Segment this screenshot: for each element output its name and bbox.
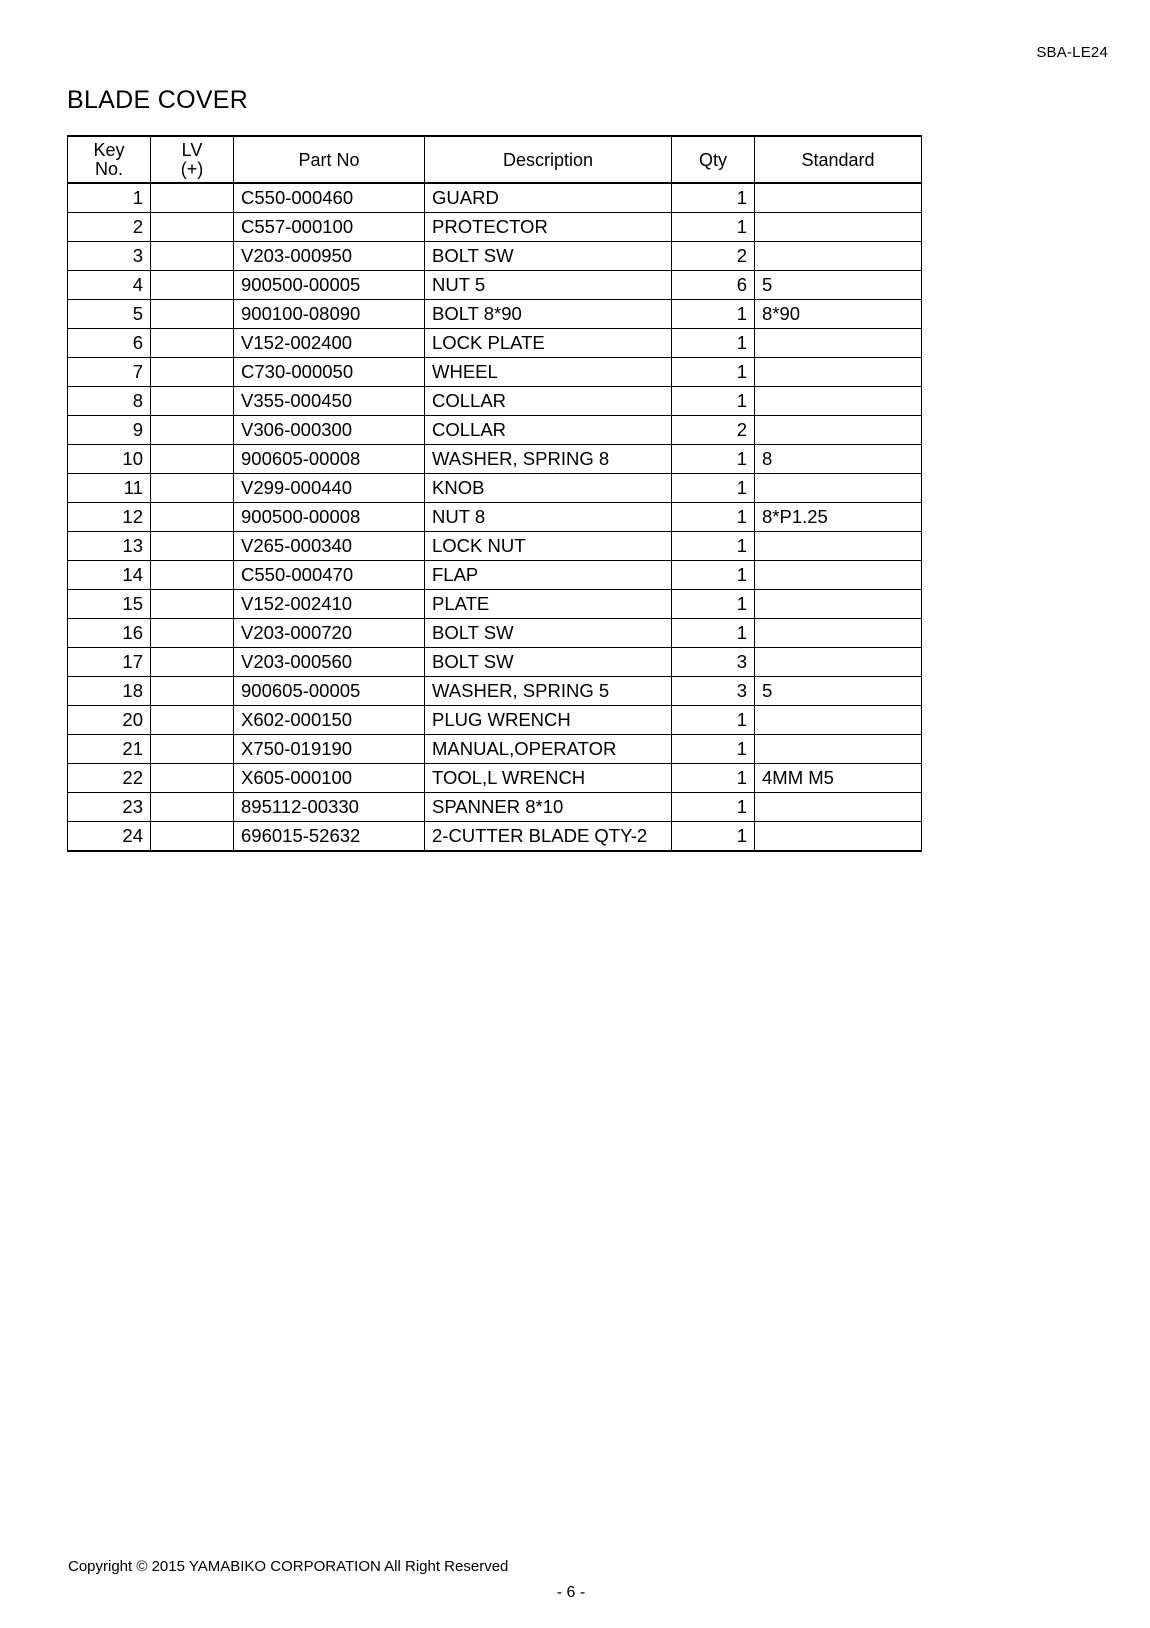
- standard-cell: [755, 648, 922, 677]
- standard-cell: [755, 706, 922, 735]
- description-cell: WASHER, SPRING 5: [425, 677, 672, 706]
- part-no-cell: V299-000440: [234, 474, 425, 503]
- key-no-cell: 8: [68, 387, 151, 416]
- table-row: [68, 503, 922, 532]
- qty-cell: 1: [672, 590, 755, 619]
- key-no-cell: 16: [68, 619, 151, 648]
- lv-cell: [151, 793, 234, 822]
- description-cell: GUARD: [425, 183, 672, 213]
- qty-cell: 1: [672, 706, 755, 735]
- key-no-cell: 3: [68, 242, 151, 271]
- part-no-cell: 900605-00008: [234, 445, 425, 474]
- table-row: [68, 445, 922, 474]
- part-no-cell: V203-000720: [234, 619, 425, 648]
- standard-cell: [755, 822, 922, 852]
- table-row: [68, 416, 922, 445]
- key-no-cell: 15: [68, 590, 151, 619]
- standard-cell: [755, 329, 922, 358]
- column-header-lv-line1: LV: [181, 139, 203, 160]
- description-cell: SPANNER 8*10: [425, 793, 672, 822]
- qty-cell: 1: [672, 561, 755, 590]
- part-no-cell: X750-019190: [234, 735, 425, 764]
- qty-cell: 1: [672, 532, 755, 561]
- column-header-key-line2: No.: [94, 158, 123, 179]
- lv-cell: [151, 764, 234, 793]
- table-row: [68, 300, 922, 329]
- column-header-key-no: [68, 136, 151, 183]
- description-cell: WASHER, SPRING 8: [425, 445, 672, 474]
- lv-cell: [151, 358, 234, 387]
- key-no-cell: 1: [68, 183, 151, 213]
- table-row: [68, 822, 922, 852]
- description-cell: COLLAR: [425, 387, 672, 416]
- description-cell: BOLT SW: [425, 648, 672, 677]
- part-no-cell: V152-002410: [234, 590, 425, 619]
- lv-cell: [151, 735, 234, 764]
- qty-cell: 1: [672, 329, 755, 358]
- description-cell: TOOL,L WRENCH: [425, 764, 672, 793]
- part-no-cell: X602-000150: [234, 706, 425, 735]
- qty-cell: 1: [672, 300, 755, 329]
- key-no-cell: 7: [68, 358, 151, 387]
- standard-cell: [755, 183, 922, 213]
- lv-cell: [151, 445, 234, 474]
- lv-cell: [151, 242, 234, 271]
- description-cell: PLUG WRENCH: [425, 706, 672, 735]
- key-no-cell: 20: [68, 706, 151, 735]
- lv-cell: [151, 271, 234, 300]
- part-no-cell: 696015-52632: [234, 822, 425, 852]
- description-cell: NUT 5: [425, 271, 672, 300]
- column-header-description: Description: [425, 136, 672, 183]
- standard-cell: [755, 532, 922, 561]
- description-cell: FLAP: [425, 561, 672, 590]
- description-cell: BOLT 8*90: [425, 300, 672, 329]
- lv-cell: [151, 706, 234, 735]
- table-row: [68, 532, 922, 561]
- column-header-qty: Qty: [672, 136, 755, 183]
- column-header-lv-line2: (+): [180, 158, 204, 179]
- qty-cell: 2: [672, 416, 755, 445]
- part-no-cell: C550-000470: [234, 561, 425, 590]
- qty-cell: 1: [672, 822, 755, 852]
- table-header-row: [68, 136, 922, 183]
- page-title: BLADE COVER: [67, 86, 249, 114]
- description-cell: PLATE: [425, 590, 672, 619]
- table-row: [68, 735, 922, 764]
- part-no-cell: V203-000950: [234, 242, 425, 271]
- lv-cell: [151, 474, 234, 503]
- column-header-standard: Standard: [755, 136, 922, 183]
- table-row: [68, 677, 922, 706]
- qty-cell: 1: [672, 735, 755, 764]
- key-no-cell: 14: [68, 561, 151, 590]
- standard-cell: 5: [755, 271, 922, 300]
- table-row: [68, 619, 922, 648]
- copyright-notice: Copyright © 2015 YAMABIKO CORPORATION All Right Reserved: [68, 1558, 509, 1575]
- table-row: [68, 590, 922, 619]
- table-row: [68, 648, 922, 677]
- key-no-cell: 21: [68, 735, 151, 764]
- part-no-cell: V265-000340: [234, 532, 425, 561]
- key-no-cell: 12: [68, 503, 151, 532]
- qty-cell: 1: [672, 358, 755, 387]
- lv-cell: [151, 590, 234, 619]
- table-header: [68, 136, 922, 183]
- standard-cell: 8: [755, 445, 922, 474]
- standard-cell: [755, 561, 922, 590]
- lv-cell: [151, 648, 234, 677]
- table-row: [68, 764, 922, 793]
- lv-cell: [151, 532, 234, 561]
- table-row: [68, 271, 922, 300]
- description-cell: LOCK NUT: [425, 532, 672, 561]
- standard-cell: [755, 735, 922, 764]
- lv-cell: [151, 183, 234, 213]
- standard-cell: [755, 242, 922, 271]
- standard-cell: [755, 213, 922, 242]
- part-no-cell: 900500-00005: [234, 271, 425, 300]
- qty-cell: 1: [672, 387, 755, 416]
- description-cell: NUT 8: [425, 503, 672, 532]
- column-header-lv: [151, 136, 234, 183]
- part-no-cell: 900500-00008: [234, 503, 425, 532]
- qty-cell: 1: [672, 503, 755, 532]
- page-number-container: [0, 1584, 1150, 1602]
- qty-cell: 1: [672, 183, 755, 213]
- key-no-cell: 10: [68, 445, 151, 474]
- lv-cell: [151, 387, 234, 416]
- part-no-cell: C557-000100: [234, 213, 425, 242]
- table-row: [68, 183, 922, 213]
- table-row: [68, 561, 922, 590]
- description-cell: LOCK PLATE: [425, 329, 672, 358]
- table-row: [68, 242, 922, 271]
- key-no-cell: 11: [68, 474, 151, 503]
- description-cell: BOLT SW: [425, 242, 672, 271]
- description-cell: MANUAL,OPERATOR: [425, 735, 672, 764]
- table-row: [68, 213, 922, 242]
- lv-cell: [151, 213, 234, 242]
- standard-cell: [755, 474, 922, 503]
- qty-cell: 3: [672, 677, 755, 706]
- description-cell: WHEEL: [425, 358, 672, 387]
- lv-cell: [151, 503, 234, 532]
- standard-cell: [755, 590, 922, 619]
- key-no-cell: 22: [68, 764, 151, 793]
- key-no-cell: 18: [68, 677, 151, 706]
- description-cell: BOLT SW: [425, 619, 672, 648]
- column-header-part-no: Part No: [234, 136, 425, 183]
- table-row: [68, 387, 922, 416]
- qty-cell: 1: [672, 213, 755, 242]
- column-header-key-line1: Key: [93, 139, 125, 160]
- lv-cell: [151, 619, 234, 648]
- qty-cell: 6: [672, 271, 755, 300]
- standard-cell: 5: [755, 677, 922, 706]
- qty-cell: 1: [672, 764, 755, 793]
- key-no-cell: 23: [68, 793, 151, 822]
- lv-cell: [151, 300, 234, 329]
- key-no-cell: 9: [68, 416, 151, 445]
- part-no-cell: V355-000450: [234, 387, 425, 416]
- part-no-cell: V306-000300: [234, 416, 425, 445]
- lv-cell: [151, 329, 234, 358]
- parts-table: [67, 135, 922, 852]
- document-code: SBA-LE24: [1036, 44, 1108, 61]
- key-no-cell: 24: [68, 822, 151, 852]
- part-no-cell: 900605-00005: [234, 677, 425, 706]
- lv-cell: [151, 416, 234, 445]
- qty-cell: 1: [672, 445, 755, 474]
- standard-cell: 8*90: [755, 300, 922, 329]
- qty-cell: 3: [672, 648, 755, 677]
- part-no-cell: C730-000050: [234, 358, 425, 387]
- table-row: [68, 474, 922, 503]
- part-no-cell: 895112-00330: [234, 793, 425, 822]
- description-cell: KNOB: [425, 474, 672, 503]
- qty-cell: 1: [672, 793, 755, 822]
- lv-cell: [151, 561, 234, 590]
- description-cell: 2-CUTTER BLADE QTY-2: [425, 822, 672, 852]
- description-cell: PROTECTOR: [425, 213, 672, 242]
- description-cell: COLLAR: [425, 416, 672, 445]
- table-body: [68, 183, 922, 851]
- standard-cell: [755, 387, 922, 416]
- standard-cell: [755, 793, 922, 822]
- key-no-cell: 5: [68, 300, 151, 329]
- qty-cell: 1: [672, 619, 755, 648]
- part-no-cell: C550-000460: [234, 183, 425, 213]
- page-number: - 6 -: [556, 1584, 586, 1601]
- key-no-cell: 2: [68, 213, 151, 242]
- qty-cell: 2: [672, 242, 755, 271]
- key-no-cell: 4: [68, 271, 151, 300]
- table-row: [68, 706, 922, 735]
- table-row: [68, 329, 922, 358]
- standard-cell: [755, 358, 922, 387]
- qty-cell: 1: [672, 474, 755, 503]
- standard-cell: 4MM M5: [755, 764, 922, 793]
- key-no-cell: 13: [68, 532, 151, 561]
- lv-cell: [151, 822, 234, 852]
- standard-cell: 8*P1.25: [755, 503, 922, 532]
- table-row: [68, 358, 922, 387]
- standard-cell: [755, 416, 922, 445]
- standard-cell: [755, 619, 922, 648]
- part-no-cell: X605-000100: [234, 764, 425, 793]
- key-no-cell: 17: [68, 648, 151, 677]
- part-no-cell: 900100-08090: [234, 300, 425, 329]
- part-no-cell: V152-002400: [234, 329, 425, 358]
- part-no-cell: V203-000560: [234, 648, 425, 677]
- key-no-cell: 6: [68, 329, 151, 358]
- table-row: [68, 793, 922, 822]
- lv-cell: [151, 677, 234, 706]
